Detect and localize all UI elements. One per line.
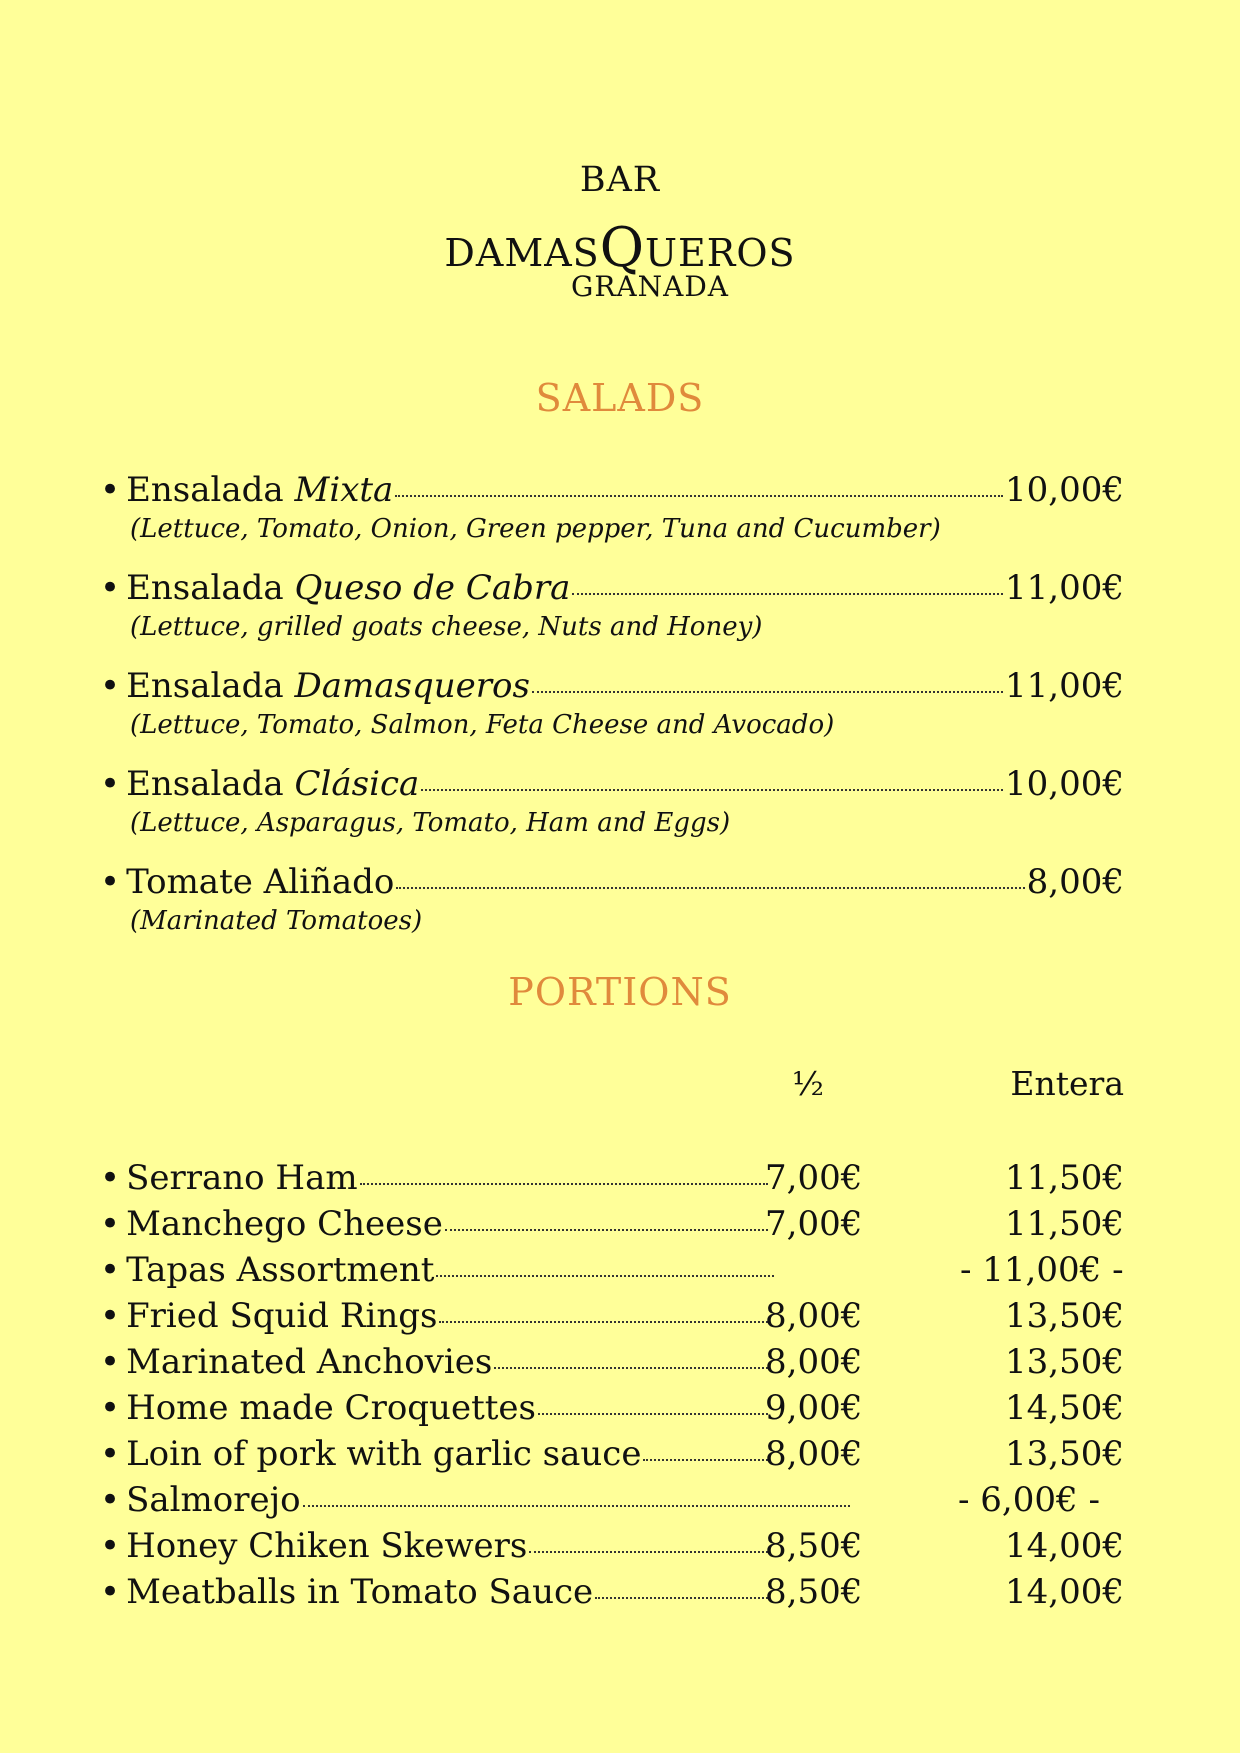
bullet: • bbox=[100, 666, 121, 706]
salad-name bbox=[126, 764, 419, 804]
bullet: • bbox=[100, 1526, 121, 1566]
salad-description: (Lettuce, Tomato, Salmon, Feta Cheese and Avocado) bbox=[130, 710, 835, 740]
dot-leader bbox=[538, 1413, 768, 1415]
salad-name bbox=[126, 862, 394, 902]
portion-half-price: 8,00€ bbox=[765, 1296, 863, 1336]
dot-leader bbox=[572, 593, 1003, 595]
salad-price: 11,00€ bbox=[1005, 666, 1124, 706]
portion-item bbox=[100, 1480, 1124, 1520]
portion-item bbox=[100, 1572, 1124, 1612]
portion-item bbox=[100, 1342, 1124, 1382]
dot-leader bbox=[445, 1229, 768, 1231]
bullet: • bbox=[100, 1342, 121, 1382]
dot-leader bbox=[421, 789, 1003, 791]
salad-price: 10,00€ bbox=[1005, 470, 1124, 510]
dot-leader bbox=[436, 1275, 774, 1277]
portion-item bbox=[100, 1204, 1124, 1244]
portion-half-price: 8,50€ bbox=[765, 1572, 863, 1612]
salad-price: 11,00€ bbox=[1005, 568, 1124, 608]
salad-description: (Marinated Tomatoes) bbox=[130, 906, 423, 936]
salad-description: (Lettuce, Tomato, Onion, Green pepper, Tuna and Cucumber) bbox=[130, 514, 941, 544]
salad-name bbox=[126, 666, 530, 706]
portion-name: Honey Chiken Skewers bbox=[126, 1526, 528, 1566]
dot-leader bbox=[595, 1597, 768, 1599]
salad-name-italic: Clásica bbox=[294, 764, 420, 804]
dot-leader bbox=[396, 887, 1024, 889]
dot-leader bbox=[643, 1459, 768, 1461]
portion-item bbox=[100, 1158, 1124, 1198]
portion-single-price: - 6,00€ - bbox=[958, 1480, 1100, 1520]
portion-item bbox=[100, 1434, 1124, 1474]
portion-single-price: - 11,00€ - bbox=[960, 1250, 1124, 1290]
bar-label: BAR bbox=[579, 160, 661, 200]
portion-full-price: 14,00€ bbox=[1005, 1572, 1124, 1612]
bullet: • bbox=[100, 764, 121, 804]
portion-full-price: 14,00€ bbox=[1005, 1526, 1124, 1566]
dot-leader bbox=[529, 1551, 768, 1553]
salad-description: (Lettuce, Asparagus, Tomato, Ham and Eggs) bbox=[130, 808, 731, 838]
portion-name: Meatballs in Tomato Sauce bbox=[126, 1572, 594, 1612]
portion-name: Home made Croquettes bbox=[126, 1388, 536, 1428]
portion-half-price: 8,00€ bbox=[765, 1434, 863, 1474]
salad-name-italic: Queso de Cabra bbox=[294, 568, 571, 608]
bullet: • bbox=[100, 1250, 121, 1290]
portion-half-price: 8,50€ bbox=[765, 1526, 863, 1566]
bullet: • bbox=[100, 1388, 121, 1428]
salads-title: SALADS bbox=[535, 376, 705, 420]
salad-name-prefix: Ensalada bbox=[126, 764, 295, 804]
salad-name-italic: Damasqueros bbox=[294, 666, 530, 706]
dot-leader bbox=[494, 1367, 768, 1369]
portion-full-price: 13,50€ bbox=[1005, 1434, 1124, 1474]
city-label: GRANADA bbox=[570, 270, 730, 303]
salad-price: 10,00€ bbox=[1005, 764, 1124, 804]
salad-name-prefix: Tomate Aliñado bbox=[126, 862, 395, 902]
name-part-2: UEROS bbox=[645, 231, 796, 275]
bullet: • bbox=[100, 1296, 121, 1336]
portion-full-price: 11,50€ bbox=[1005, 1204, 1124, 1244]
portion-item bbox=[100, 1388, 1124, 1428]
portion-full-price: 13,50€ bbox=[1005, 1342, 1124, 1382]
portion-item bbox=[100, 1250, 1124, 1290]
bullet: • bbox=[100, 1480, 121, 1520]
dot-leader bbox=[303, 1505, 850, 1507]
portion-half-price: 7,00€ bbox=[765, 1158, 863, 1198]
salad-name-prefix: Ensalada bbox=[126, 568, 295, 608]
name-part-1: DAMAS bbox=[444, 231, 600, 275]
bullet: • bbox=[100, 470, 121, 510]
portion-name: Loin of pork with garlic sauce bbox=[126, 1434, 642, 1474]
dot-leader bbox=[439, 1321, 768, 1323]
dot-leader bbox=[532, 691, 1003, 693]
bullet: • bbox=[100, 1158, 121, 1198]
portion-full-price: 11,50€ bbox=[1005, 1158, 1124, 1198]
bullet: • bbox=[100, 862, 121, 902]
salad-name-italic: Mixta bbox=[294, 470, 394, 510]
portion-name: Salmorejo bbox=[126, 1480, 301, 1520]
salad-item bbox=[100, 764, 1124, 838]
portion-half-price: 8,00€ bbox=[765, 1342, 863, 1382]
salad-name-prefix: Ensalada bbox=[126, 470, 295, 510]
portion-name: Manchego Cheese bbox=[126, 1204, 443, 1244]
portion-item bbox=[100, 1296, 1124, 1336]
salad-item bbox=[100, 666, 1124, 740]
salad-name bbox=[126, 568, 570, 608]
portion-item bbox=[100, 1526, 1124, 1566]
dot-leader bbox=[360, 1183, 768, 1185]
portion-name: Marinated Anchovies bbox=[126, 1342, 493, 1382]
portion-full-price: 14,50€ bbox=[1005, 1388, 1124, 1428]
bullet: • bbox=[100, 1434, 121, 1474]
salad-description: (Lettuce, grilled goats cheese, Nuts and Honey) bbox=[130, 612, 763, 642]
salad-name-prefix: Ensalada bbox=[126, 666, 295, 706]
bullet: • bbox=[100, 1204, 121, 1244]
portion-name: Tapas Assortment bbox=[126, 1250, 435, 1290]
salad-item bbox=[100, 862, 1124, 936]
portion-full-price: 13,50€ bbox=[1005, 1296, 1124, 1336]
portion-half-price: 7,00€ bbox=[765, 1204, 863, 1244]
portion-name: Fried Squid Rings bbox=[126, 1296, 438, 1336]
half-column-header: ½ bbox=[792, 1064, 824, 1103]
salad-item bbox=[100, 568, 1124, 642]
bullet: • bbox=[100, 568, 121, 608]
full-column-header: Entera bbox=[1010, 1064, 1124, 1103]
name-big-letter: Q bbox=[599, 216, 645, 279]
dot-leader bbox=[395, 495, 1003, 497]
bullet: • bbox=[100, 1572, 121, 1612]
salad-name bbox=[126, 470, 393, 510]
salad-price: 8,00€ bbox=[1026, 862, 1124, 902]
salad-item bbox=[100, 470, 1124, 544]
portion-name: Serrano Ham bbox=[126, 1158, 358, 1198]
portions-title: PORTIONS bbox=[508, 970, 732, 1014]
portion-half-price: 9,00€ bbox=[765, 1388, 863, 1428]
